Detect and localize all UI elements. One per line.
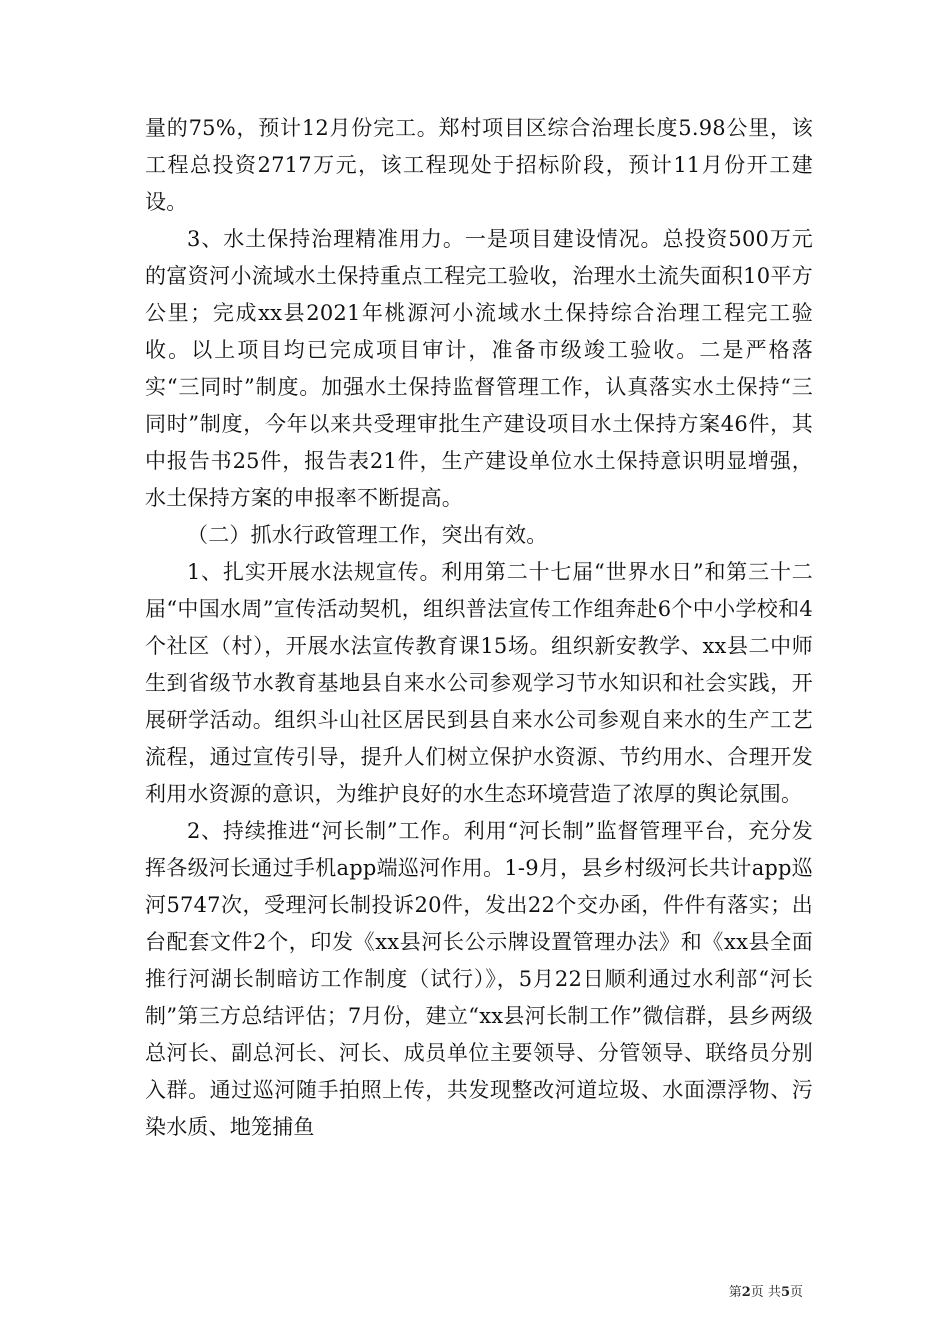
page-number-current: 2 (741, 1285, 751, 1300)
paragraph-soil-conservation: 3、水土保持治理精准用力。一是项目建设情况。总投资500万元的富资河小流域水土保持重点工程完工验收，治理水土流失面积10平方公里；完成xx县2021年桃源河小流域水土保持综合治理工程完工验收。以上项目均已完成项目审计，准备市级竣工验收。二是严格落实“三同时”制度。加强水土保持监督管理工作，认真落实水土保持“三同时”制度，今年以来共受理审批生产建设项目水土保持方案46件，其中报告书25件，报告表21件，生产建设单位水土保持意识明显增强，水土保持方案的申报率不断提高。 (145, 227, 813, 510)
page-number-middle: 页 共 (750, 1285, 781, 1300)
page-number (729, 1284, 803, 1302)
document-body (145, 110, 813, 1146)
paragraph-continued: 量的75%，预计12月份完工。郑村项目区综合治理长度5.98公里，该工程总投资2717万元，该工程现处于招标阶段，预计11月份开工建设。 (145, 116, 813, 214)
section-heading-water-admin: （二）抓水行政管理工作，突出有效。 (187, 523, 548, 547)
page-number-total: 5 (780, 1285, 790, 1300)
page-number-suffix: 页 (789, 1285, 803, 1300)
page-number-prefix: 第 (728, 1285, 742, 1300)
paragraph-river-chief-system: 2、持续推进“河长制”工作。利用“河长制”监督管理平台，充分发挥各级河长通过手机app端巡河作用。1-9月，县乡村级河长共计app巡河5747次，受理河长制投诉20件，发出22个交办函，件件有落实；出台配套文件2个，印发《xx县河长公示牌设置管理办法》和《xx县全面推行河湖长制暗访工作制度（试行）》，5月22日顺利通过水利部“河长制”第三方总结评估；7月份，建立“xx县河长制工作”微信群，县乡两级总河长、副总河长、河长、成员单位主要领导、分管领导、联络员分别入群。通过巡河随手拍照上传，共发现整改河道垃圾、水面漂浮物、污染水质、地笼捕鱼 (145, 819, 813, 1139)
paragraph-water-law-publicity: 1、扎实开展水法规宣传。利用第二十七届“世界水日”和第三十二届“中国水周”宣传活动契机，组织普法宣传工作组奔赴6个中小学校和4个社区（村），开展水法宣传教育课15场。组织新安教学、xx县二中师生到省级节水教育基地县自来水公司参观学习节水知识和社会实践，开展研学活动。组织斗山社区居民到县自来水公司参观自来水的生产工艺流程，通过宣传引导，提升人们树立保护水资源、节约用水、合理开发利用水资源的意识，为维护良好的水生态环境营造了浓厚的舆论氛围。 (145, 560, 813, 806)
